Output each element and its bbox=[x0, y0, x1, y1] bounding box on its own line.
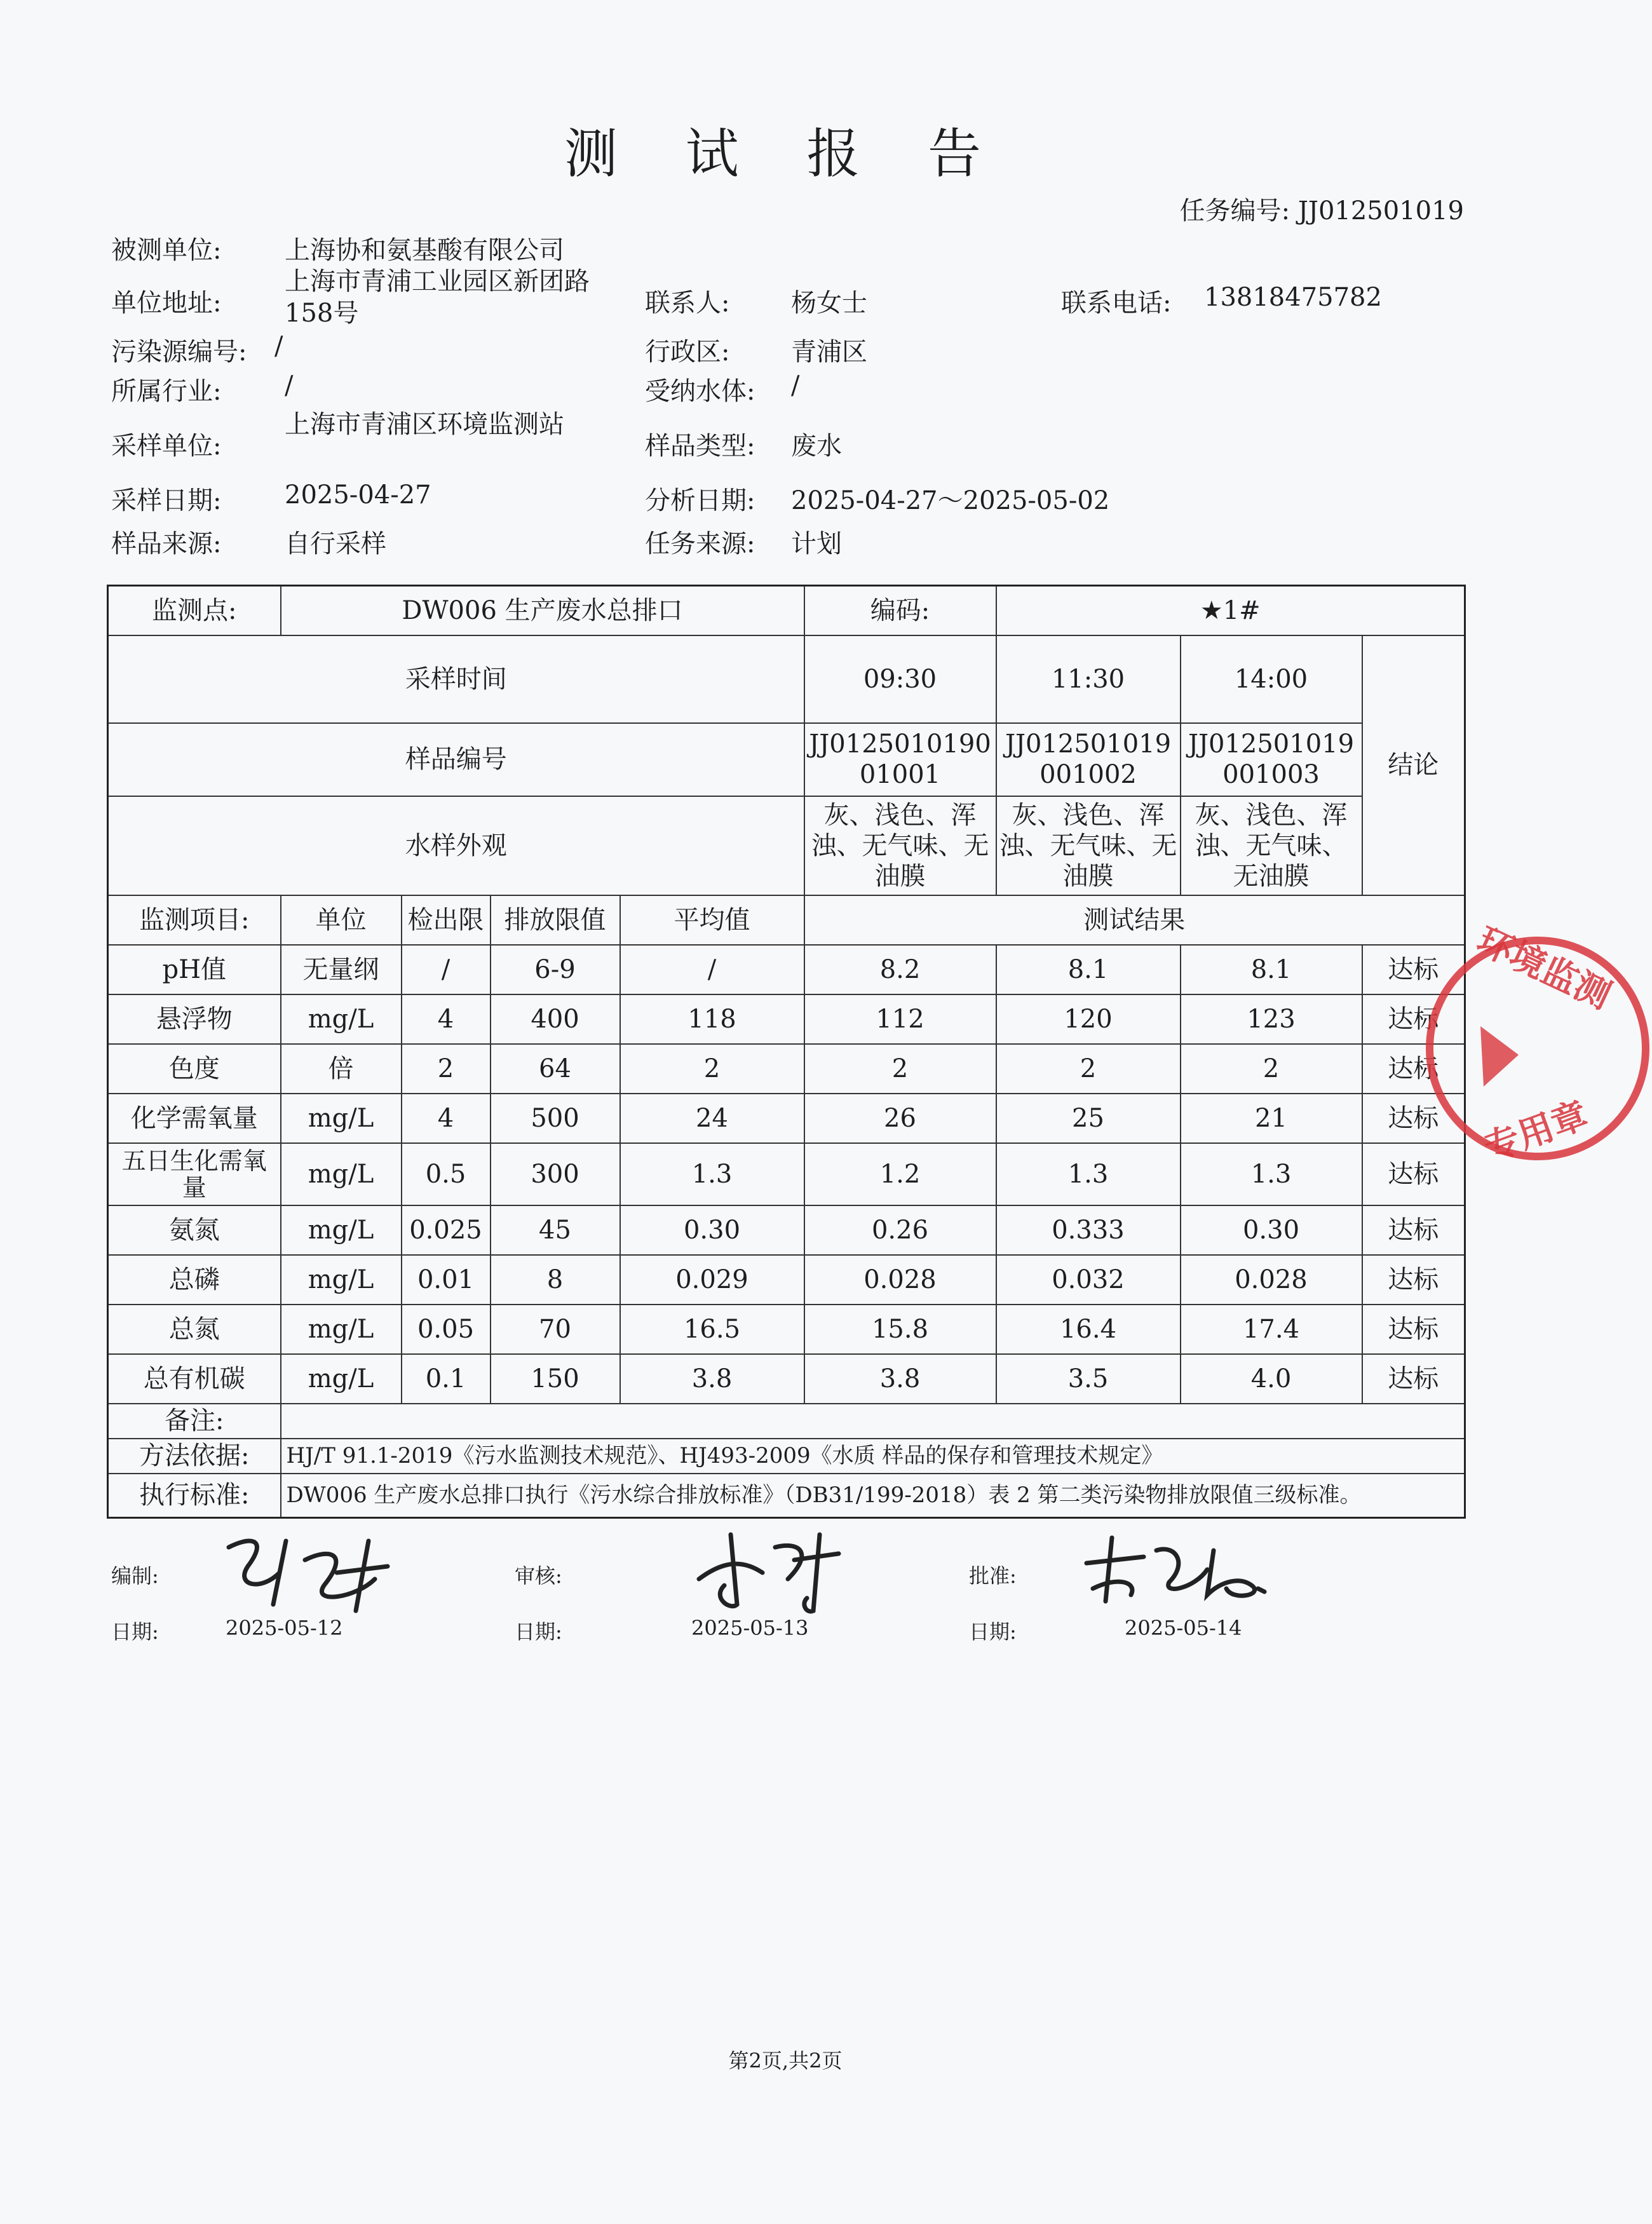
cell-unit: mg/L bbox=[281, 1305, 402, 1354]
sample-no-2: JJ012501019001002 bbox=[996, 723, 1181, 796]
point-label: 监测点: bbox=[108, 586, 281, 635]
standard-label: 执行标准: bbox=[108, 1474, 281, 1518]
sample-date-label: 采样日期: bbox=[111, 486, 222, 515]
cell-item: 氨氮 bbox=[108, 1205, 281, 1255]
sampling-time-2: 11:30 bbox=[996, 635, 1181, 723]
cell-unit: mg/L bbox=[281, 1205, 402, 1255]
cell-r2: 0.032 bbox=[996, 1255, 1181, 1305]
cell-c: 达标 bbox=[1362, 1354, 1465, 1404]
cell-c: 达标 bbox=[1362, 1044, 1465, 1094]
appearance-2: 灰、浅色、浑浊、无气味、无油膜 bbox=[996, 796, 1181, 895]
sampling-time-3: 14:00 bbox=[1181, 635, 1362, 723]
header-avg: 平均值 bbox=[620, 895, 804, 945]
approver-date: 2025-05-14 bbox=[1125, 1616, 1242, 1640]
sample-source-label: 样品来源: bbox=[111, 529, 222, 559]
cell-unit: mg/L bbox=[281, 1094, 402, 1143]
cell-r1: 0.028 bbox=[804, 1255, 996, 1305]
cell-r2: 120 bbox=[996, 994, 1181, 1044]
contact-label: 联系人: bbox=[645, 288, 730, 318]
cell-r3: 8.1 bbox=[1181, 945, 1362, 994]
svg-text:专用章: 专用章 bbox=[1479, 1094, 1594, 1170]
cell-r2: 2 bbox=[996, 1044, 1181, 1094]
table-row bbox=[108, 1094, 1465, 1143]
industry-label: 所属行业: bbox=[111, 377, 222, 406]
cell-item: 总氮 bbox=[108, 1305, 281, 1354]
editor-date-label: 日期: bbox=[111, 1620, 159, 1644]
cell-c: 达标 bbox=[1362, 1305, 1465, 1354]
cell-unit: 倍 bbox=[281, 1044, 402, 1094]
cell-avg: 118 bbox=[620, 994, 804, 1044]
cell-r2: 3.5 bbox=[996, 1354, 1181, 1404]
appearance-3: 灰、浅色、浑浊、无气味、无油膜 bbox=[1181, 796, 1362, 895]
svg-text:环境监测: 环境监测 bbox=[1470, 919, 1617, 1017]
appearance-1: 灰、浅色、浑浊、无气味、无油膜 bbox=[804, 796, 996, 895]
sample-no-label: 样品编号 bbox=[108, 723, 804, 796]
cell-r2: 25 bbox=[996, 1094, 1181, 1143]
cell-item: 化学需氧量 bbox=[108, 1094, 281, 1143]
cell-r1: 3.8 bbox=[804, 1354, 996, 1404]
sampling-time-1: 09:30 bbox=[804, 635, 996, 723]
cell-r3: 0.30 bbox=[1181, 1205, 1362, 1255]
code-value: ★1# bbox=[996, 586, 1465, 635]
cell-avg: 2 bbox=[620, 1044, 804, 1094]
table-row bbox=[108, 1305, 1465, 1354]
industry-value: / bbox=[285, 371, 294, 400]
task-number-value: JJ012501019 bbox=[1297, 196, 1464, 226]
cell-c: 达标 bbox=[1362, 1094, 1465, 1143]
page-footer: 第2页,共2页 bbox=[728, 2049, 843, 2073]
appearance-label: 水样外观 bbox=[108, 796, 804, 895]
cell-detect: / bbox=[402, 945, 491, 994]
contact-value: 杨女士 bbox=[791, 288, 867, 318]
water-body-value: / bbox=[791, 371, 800, 400]
cell-avg: 16.5 bbox=[620, 1305, 804, 1354]
source-no-value: / bbox=[274, 332, 283, 361]
cell-r3: 4.0 bbox=[1181, 1354, 1362, 1404]
cell-avg: 24 bbox=[620, 1094, 804, 1143]
cell-c: 达标 bbox=[1362, 1143, 1465, 1205]
cell-detect: 4 bbox=[402, 994, 491, 1044]
sample-type-label: 样品类型: bbox=[645, 431, 755, 461]
cell-r3: 123 bbox=[1181, 994, 1362, 1044]
cell-r1: 1.2 bbox=[804, 1143, 996, 1205]
unit-value: 上海协和氨基酸有限公司 bbox=[285, 236, 564, 265]
remark-label: 备注: bbox=[108, 1404, 281, 1439]
cell-avg: 1.3 bbox=[620, 1143, 804, 1205]
cell-detect: 0.025 bbox=[402, 1205, 491, 1255]
cell-r3: 1.3 bbox=[1181, 1143, 1362, 1205]
editor-date: 2025-05-12 bbox=[226, 1616, 343, 1640]
cell-limit: 6-9 bbox=[491, 945, 620, 994]
cell-r3: 2 bbox=[1181, 1044, 1362, 1094]
cell-r2: 1.3 bbox=[996, 1143, 1181, 1205]
sampler-label: 采样单位: bbox=[111, 431, 222, 461]
reviewer-date: 2025-05-13 bbox=[691, 1616, 809, 1640]
point-value: DW006 生产废水总排口 bbox=[281, 586, 804, 635]
cell-item: 总有机碳 bbox=[108, 1354, 281, 1404]
cell-r1: 8.2 bbox=[804, 945, 996, 994]
header-limit: 排放限值 bbox=[491, 895, 620, 945]
phone-label: 联系电话: bbox=[1061, 288, 1172, 318]
cell-avg: 0.029 bbox=[620, 1255, 804, 1305]
table-row bbox=[108, 945, 1465, 994]
cell-r1: 15.8 bbox=[804, 1305, 996, 1354]
task-number bbox=[1180, 191, 1464, 227]
analysis-date-label: 分析日期: bbox=[645, 486, 755, 515]
reviewer-label: 审核: bbox=[515, 1564, 562, 1588]
cell-item: 总磷 bbox=[108, 1255, 281, 1305]
task-source-label: 任务来源: bbox=[645, 529, 755, 559]
cell-r3: 0.028 bbox=[1181, 1255, 1362, 1305]
cell-limit: 150 bbox=[491, 1354, 620, 1404]
address-value: 上海市青浦工业园区新团路158号 bbox=[285, 267, 590, 328]
cell-r3: 21 bbox=[1181, 1094, 1362, 1143]
water-body-label: 受纳水体: bbox=[645, 377, 755, 406]
conclusion-label: 结论 bbox=[1362, 635, 1465, 895]
cell-avg: / bbox=[620, 945, 804, 994]
cell-avg: 0.30 bbox=[620, 1205, 804, 1255]
address-label: 单位地址: bbox=[111, 288, 222, 318]
cell-detect: 4 bbox=[402, 1094, 491, 1143]
cell-limit: 300 bbox=[491, 1143, 620, 1205]
sample-date-value: 2025-04-27 bbox=[285, 480, 431, 510]
task-source-value: 计划 bbox=[791, 529, 842, 559]
header-item: 监测项目: bbox=[108, 895, 281, 945]
cell-c: 达标 bbox=[1362, 994, 1465, 1044]
cell-item: 悬浮物 bbox=[108, 994, 281, 1044]
reviewer-signature bbox=[686, 1522, 870, 1617]
cell-c: 达标 bbox=[1362, 1255, 1465, 1305]
table-row bbox=[108, 1143, 1465, 1205]
cell-detect: 2 bbox=[402, 1044, 491, 1094]
sampling-time-label: 采样时间 bbox=[108, 635, 804, 723]
sampler-value: 上海市青浦区环境监测站 bbox=[285, 410, 564, 439]
cell-detect: 0.05 bbox=[402, 1305, 491, 1354]
reviewer-date-label: 日期: bbox=[515, 1620, 562, 1644]
district-label: 行政区: bbox=[645, 337, 730, 367]
cell-limit: 400 bbox=[491, 994, 620, 1044]
cell-unit: mg/L bbox=[281, 994, 402, 1044]
approver-signature bbox=[1074, 1525, 1283, 1614]
cell-r2: 0.333 bbox=[996, 1205, 1181, 1255]
cell-r1: 112 bbox=[804, 994, 996, 1044]
cell-unit: mg/L bbox=[281, 1143, 402, 1205]
cell-item: 色度 bbox=[108, 1044, 281, 1094]
cell-detect: 0.1 bbox=[402, 1354, 491, 1404]
sample-type-value: 废水 bbox=[791, 431, 842, 461]
cell-unit: 无量纲 bbox=[281, 945, 402, 994]
cell-unit: mg/L bbox=[281, 1255, 402, 1305]
cell-limit: 70 bbox=[491, 1305, 620, 1354]
cell-unit: mg/L bbox=[281, 1354, 402, 1404]
cell-r3: 17.4 bbox=[1181, 1305, 1362, 1354]
cell-detect: 0.5 bbox=[402, 1143, 491, 1205]
header-unit: 单位 bbox=[281, 895, 402, 945]
code-label: 编码: bbox=[804, 586, 996, 635]
editor-signature bbox=[210, 1522, 407, 1617]
approver-label: 批准: bbox=[969, 1564, 1017, 1588]
cell-r1: 0.26 bbox=[804, 1205, 996, 1255]
table-row bbox=[108, 1205, 1465, 1255]
results-table bbox=[107, 585, 1466, 1519]
analysis-date-value: 2025-04-27～2025-05-02 bbox=[791, 486, 1110, 515]
task-number-label: 任务编号: bbox=[1179, 196, 1290, 226]
cell-r1: 2 bbox=[804, 1044, 996, 1094]
cell-item: 五日生化需氧量 bbox=[108, 1143, 281, 1205]
cell-avg: 3.8 bbox=[620, 1354, 804, 1404]
standard-value: DW006 生产废水总排口执行《污水综合排放标准》（DB31/199-2018）表 2 第二类污染物排放限值三级标准。 bbox=[281, 1474, 1465, 1518]
phone-value: 13818475782 bbox=[1204, 283, 1382, 312]
approver-date-label: 日期: bbox=[969, 1620, 1017, 1644]
table-row bbox=[108, 1044, 1465, 1094]
method-value: HJ/T 91.1-2019《污水监测技术规范》、HJ493-2009《水质 样品的保存和管理技术规定》 bbox=[281, 1439, 1465, 1474]
sample-source-value: 自行采样 bbox=[285, 529, 386, 559]
cell-limit: 500 bbox=[491, 1094, 620, 1143]
sample-no-3: JJ012501019001003 bbox=[1181, 723, 1362, 796]
report-title: 测 试 报 告 bbox=[564, 123, 1007, 185]
editor-label: 编制: bbox=[111, 1564, 159, 1588]
remark-value bbox=[281, 1404, 1465, 1439]
cell-c: 达标 bbox=[1362, 945, 1465, 994]
cell-limit: 64 bbox=[491, 1044, 620, 1094]
seal-stamp bbox=[1423, 890, 1652, 1207]
header-detect: 检出限 bbox=[402, 895, 491, 945]
unit-label: 被测单位: bbox=[111, 236, 222, 265]
table-row bbox=[108, 1255, 1465, 1305]
cell-limit: 8 bbox=[491, 1255, 620, 1305]
cell-r2: 8.1 bbox=[996, 945, 1181, 994]
cell-r2: 16.4 bbox=[996, 1305, 1181, 1354]
cell-limit: 45 bbox=[491, 1205, 620, 1255]
cell-item: pH值 bbox=[108, 945, 281, 994]
cell-r1: 26 bbox=[804, 1094, 996, 1143]
cell-detect: 0.01 bbox=[402, 1255, 491, 1305]
table-row bbox=[108, 1354, 1465, 1404]
method-label: 方法依据: bbox=[108, 1439, 281, 1474]
sample-no-1: JJ012501019001001 bbox=[804, 723, 996, 796]
cell-c: 达标 bbox=[1362, 1205, 1465, 1255]
source-no-label: 污染源编号: bbox=[111, 337, 247, 367]
district-value: 青浦区 bbox=[791, 337, 867, 367]
header-results: 测试结果 bbox=[804, 895, 1465, 945]
table-row bbox=[108, 994, 1465, 1044]
